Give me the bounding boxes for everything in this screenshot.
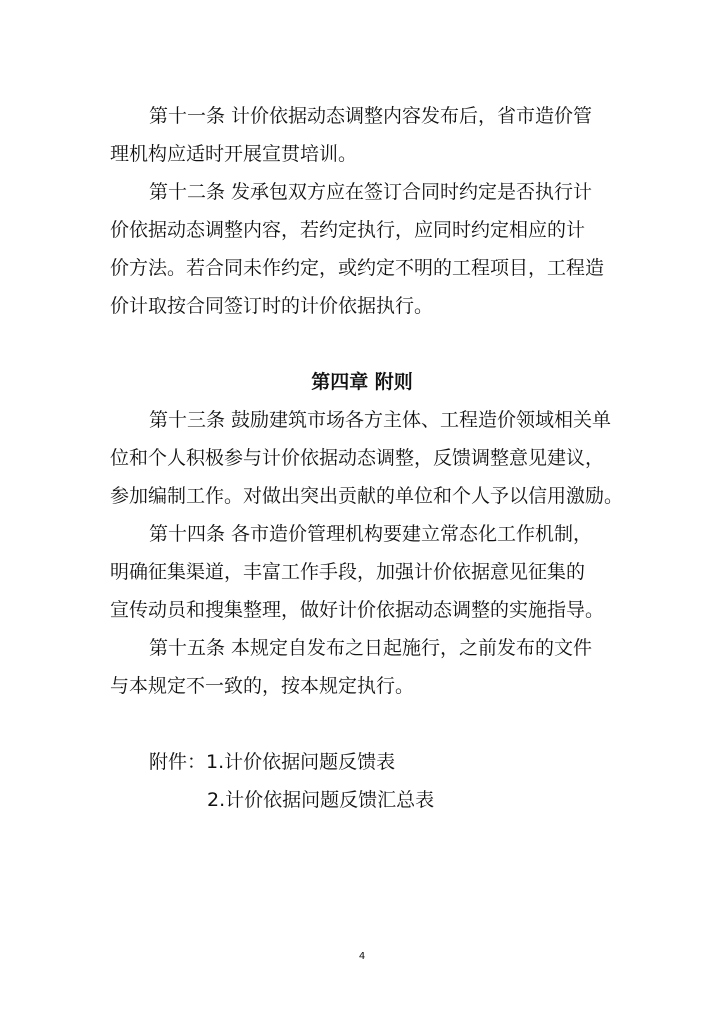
attachment-line-1: 附件：1.计价依据问题反馈表 [149, 751, 396, 773]
page-number: 4 [358, 951, 366, 962]
article-15-line-1: 第十五条 本规定自发布之日起施行，之前发布的文件 [149, 637, 593, 659]
article-14-line-3: 宣传动员和搜集整理，做好计价依据动态调整的实施指导。 [110, 599, 605, 621]
article-12-line-1: 第十二条 发承包双方应在签订合同时约定是否执行计 [149, 181, 593, 203]
chapter-title: 第四章 附则 [311, 371, 413, 393]
article-15-line-2: 与本规定不一致的，按本规定执行。 [110, 675, 415, 697]
article-14-line-2: 明确征集渠道，丰富工作手段，加强计价依据意见征集的 [110, 561, 586, 583]
attachment-line-2: 2.计价依据问题反馈汇总表 [207, 789, 435, 811]
article-14-line-1: 第十四条 各市造价管理机构要建立常态化工作机制， [149, 523, 593, 545]
article-12-line-2: 价依据动态调整内容，若约定执行，应同时约定相应的计 [110, 219, 586, 241]
article-12-line-4: 价计取按合同签订时的计价依据执行。 [110, 295, 434, 317]
article-11-line-2: 理机构应适时开展宣贯培训。 [110, 143, 358, 165]
article-13-line-2: 位和个人积极参与计价依据动态调整，反馈调整意见建议， [110, 447, 605, 469]
article-11-line-1: 第十一条 计价依据动态调整内容发布后，省市造价管 [149, 105, 593, 127]
article-13-line-1: 第十三条 鼓励建筑市场各方主体、工程造价领域相关单 [149, 409, 612, 431]
article-12-line-3: 价方法。若合同未作约定，或约定不明的工程项目，工程造 [110, 257, 605, 279]
article-13-line-3: 参加编制工作。对做出突出贡献的单位和个人予以信用激励。 [110, 485, 624, 507]
